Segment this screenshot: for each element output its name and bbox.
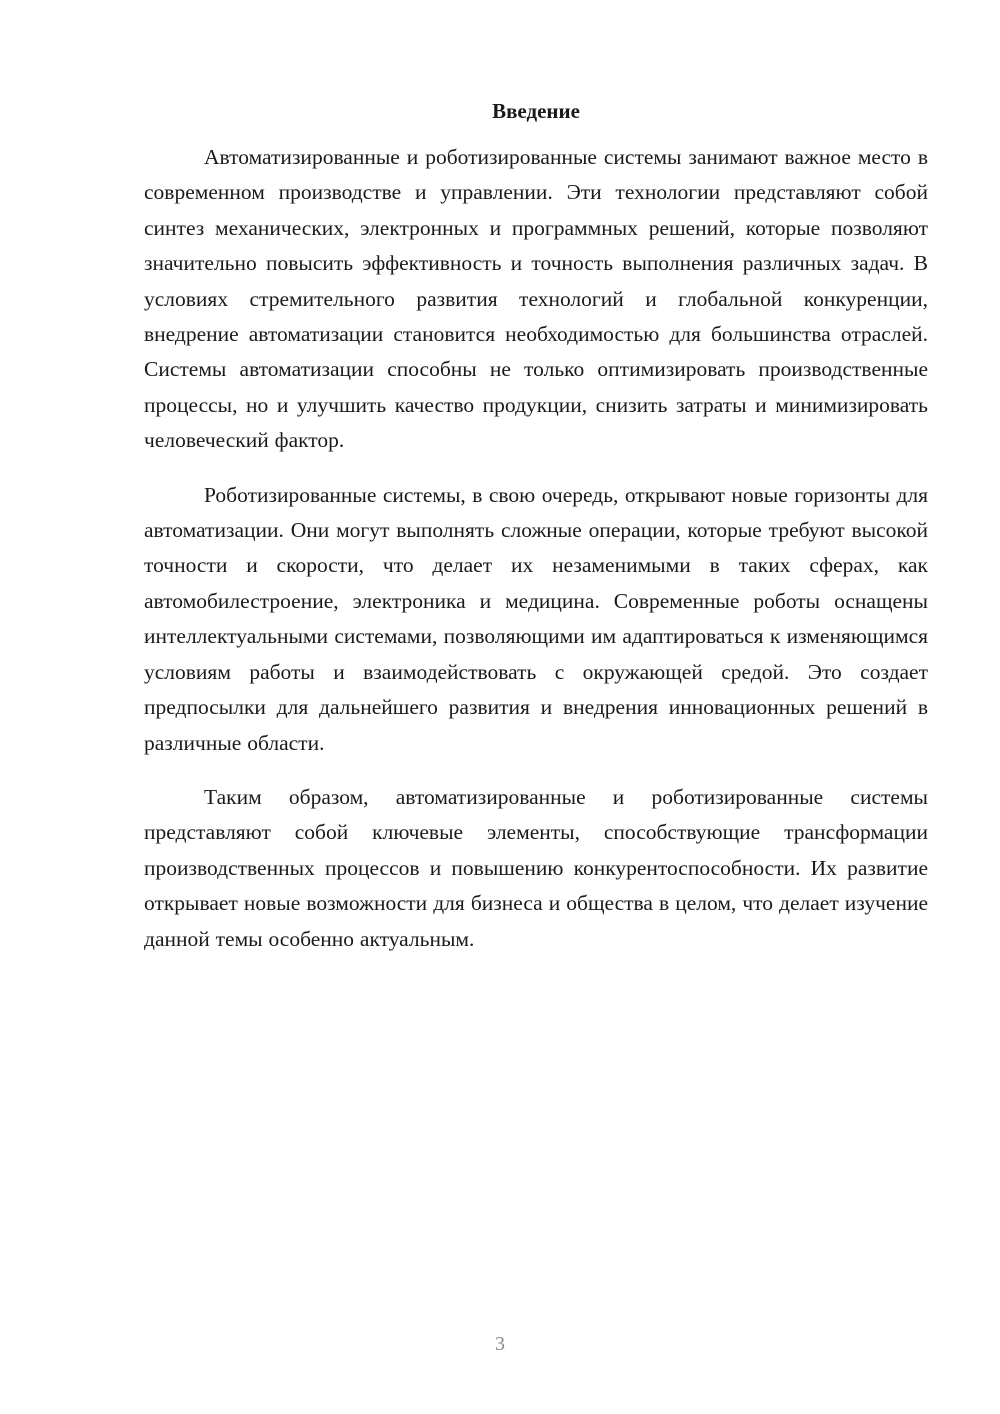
section-heading: Введение — [492, 99, 580, 123]
paragraph-1: Автоматизированные и роботизированные системы занимают важное место в современном производстве и управлении. Эти технологии представляют собой синтез механических, электронных и программных решений, которые позволяют значительно повысить эффективность и точность выполнения различных задач. В условиях стремительного развития технологий и глобальной конкуренции, внедрение автоматизации становится необходимостью для большинства отраслей. Системы автоматизации способны не только оптимизировать производственные процессы, но и улучшить качество продукции, снизить затраты и минимизировать человеческий фактор. — [144, 145, 928, 453]
paragraph-2: Роботизированные системы, в свою очередь, открывают новые горизонты для автоматизации. Они могут выполнять сложные операции, которые требуют высокой точности и скорости, что делает их незаменимыми в таких сферах, как автомобилестроение, электроника и медицина. Современные роботы оснащены интеллектуальными системами, позволяющими им адаптироваться к изменяющимся условиям работы и взаимодействовать с окружающей средой. Это создает предпосылки для дальнейшего развития и внедрения инновационных решений в различные области. — [144, 482, 928, 755]
paragraph-3: Таким образом, автоматизированные и роботизированные системы представляют собой ключевые элементы, способствующие трансформации производственных процессов и повышению конкурентоспособности. Их развитие открывает новые возможности для бизнеса и общества в целом, что делает изучение данной темы особенно актуальным. — [144, 784, 928, 951]
page-content — [144, 96, 928, 976]
page-number: 3 — [495, 1333, 505, 1355]
